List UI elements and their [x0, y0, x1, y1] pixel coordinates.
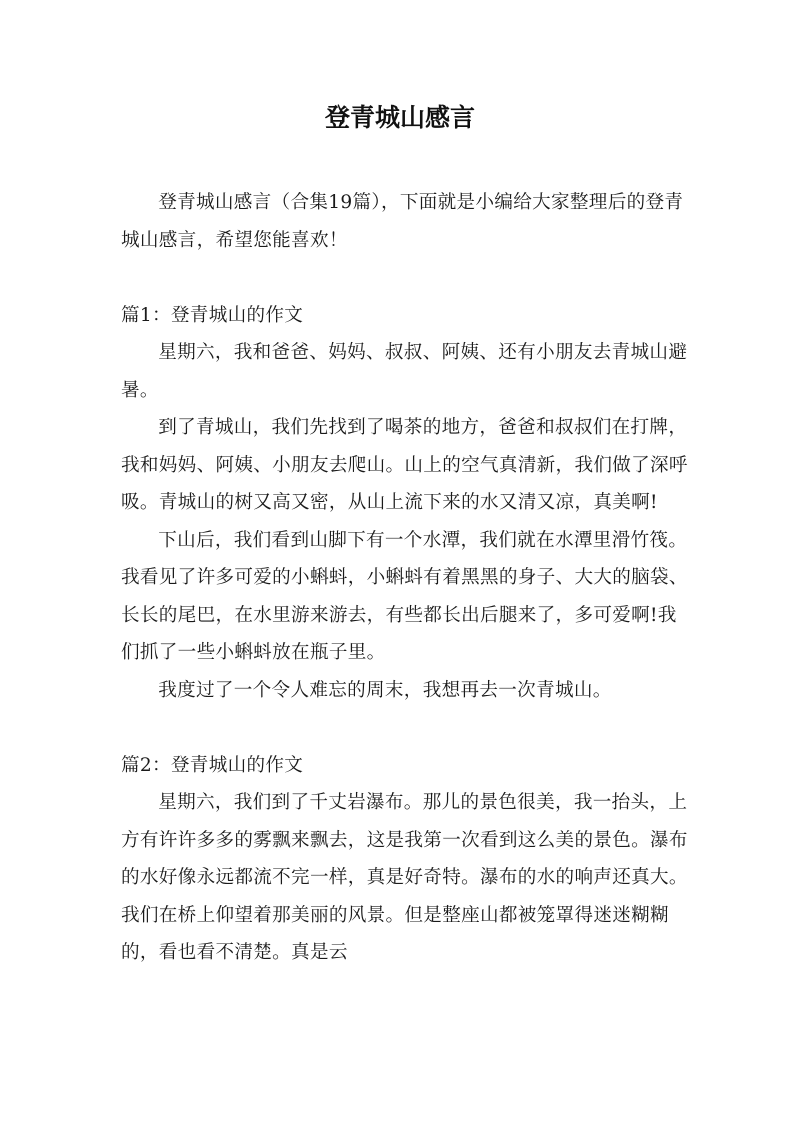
body-paragraph: 下山后，我们看到山脚下有一个水潭，我们就在水潭里滑竹筏。我看见了许多可爱的小蝌蚪，小蝌蚪有着黑黑的身子、大大的脑袋、长长的尾巴，在水里游来游去，有些都长出后腿来了，多可爱啊!我们抓了一些小蝌蚪放在瓶子里。 [121, 529, 688, 663]
section-heading: 篇2：登青城山的作文 [121, 754, 304, 776]
intro-paragraph: 登青城山感言（合集19篇），下面就是小编给大家整理后的登青城山感言，希望您能喜欢！ [121, 192, 684, 251]
section-spacer [121, 259, 691, 297]
body-paragraph: 我度过了一个令人难忘的周末，我想再去一次青城山。 [158, 679, 612, 701]
body-paragraph: 星期六，我们到了千丈岩瀑布。那儿的景色很美，我一抬头，上方有许许多多的雾飘来飘去，这是我第一次看到这么美的景色。瀑布的水好像永远都流不完一样，真是好奇特。瀑布的水的响声还真大。我们在桥上仰望着那美丽的风景。但是整座山都被笼罩得迷迷糊糊的，看也看不清楚。真是云 [121, 792, 688, 963]
body-paragraph: 星期六，我和爸爸、妈妈、叔叔、阿姨、还有小朋友去青城山避暑。 [121, 342, 688, 401]
document-body [121, 184, 691, 972]
body-paragraph: 到了青城山，我们先找到了喝茶的地方，爸爸和叔叔们在打牌，我和妈妈、阿姨、小朋友去爬山。山上的空气真清新，我们做了深呼吸。青城山的树又高又密，从山上流下来的水又清又凉，真美啊! [121, 417, 688, 513]
section-heading: 篇1：登青城山的作文 [121, 304, 304, 326]
document-title: 登青城山感言 [324, 103, 475, 132]
section-spacer [121, 709, 691, 747]
